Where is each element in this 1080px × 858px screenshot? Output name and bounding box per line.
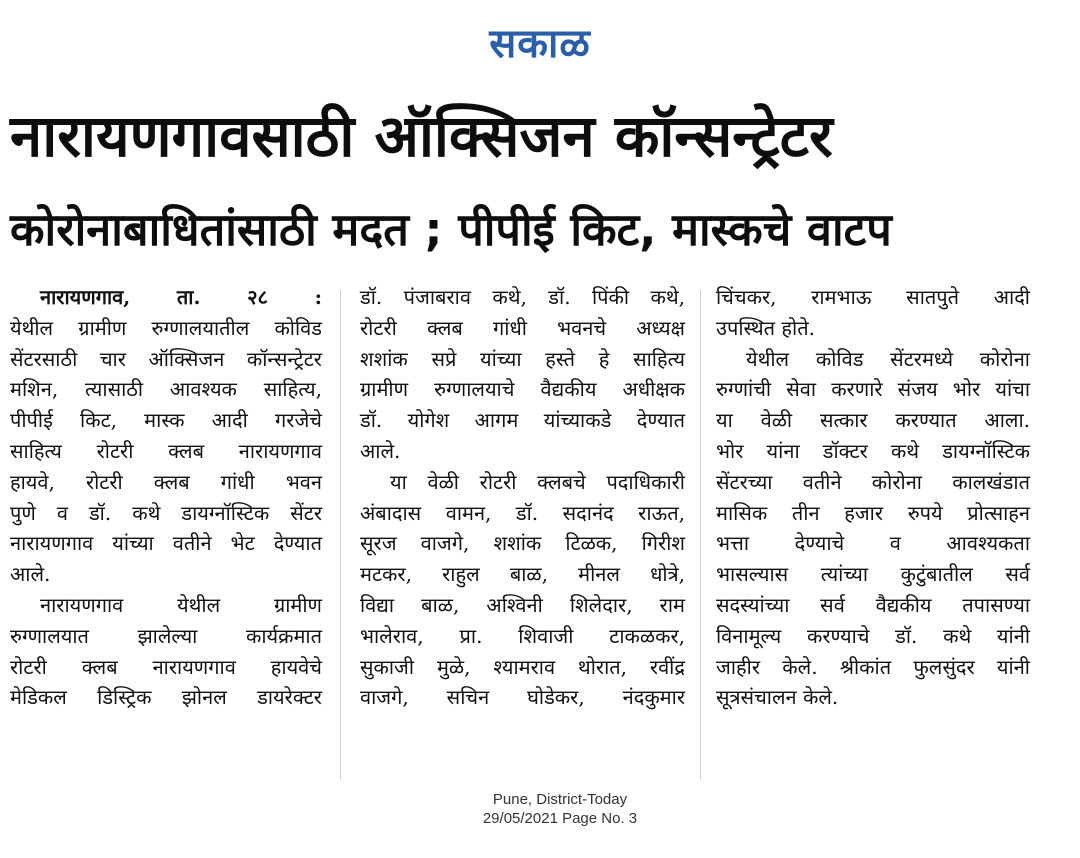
article-line: डॉ. पंजाबराव कथे, डॉ. पिंकी कथे, xyxy=(360,285,685,309)
article-line: पीपीई किट, मास्क आदी गरजेचे xyxy=(10,408,322,433)
article-line: भालेराव, प्रा. शिवाजी टाकळकर, xyxy=(360,623,685,648)
article-column-3 xyxy=(716,282,1030,713)
article-line: सुकाजी मुळे, श्यामराव थोरात, रवींद्र xyxy=(360,654,685,679)
article-line: वाजगे, सचिन घोडेकर, नंदकुमार xyxy=(360,685,685,710)
article-line: जाहीर केले. श्रीकांत फुलसुंदर यांनी xyxy=(716,654,1030,679)
article-line: भासल्यास त्यांच्या कुटुंबातील सर्व xyxy=(716,562,1030,587)
article-subheadline: कोरोनाबाधितांसाठी मदत ; पीपीई किट, मास्कचे वाटप xyxy=(10,203,892,256)
article-line: येथील ग्रामीण रुग्णालयातील कोविड xyxy=(10,315,322,340)
article-line: या वेळी सत्कार करण्यात आला. xyxy=(716,408,1030,433)
article-line: मटकर, राहुल बाळ, मीनल धोत्रे, xyxy=(360,562,685,587)
article-line: भत्ता देण्याचे व आवश्यकता xyxy=(716,531,1030,556)
article-body xyxy=(0,282,1080,782)
article-line: या वेळी रोटरी क्लबचे पदाधिकारी xyxy=(390,469,685,494)
article-column-2 xyxy=(360,282,685,713)
source-footer xyxy=(0,790,1080,828)
article-line: रुग्णालयात झालेल्या कार्यक्रमात xyxy=(10,623,322,648)
article-dateline xyxy=(10,282,322,313)
article-line: सेंटरच्या वतीने कोरोना कालखंडात xyxy=(716,469,1030,494)
article-line: सदस्यांच्या सर्व वैद्यकीय तपासण्या xyxy=(716,592,1030,617)
article-line: आले. xyxy=(10,562,51,587)
article-line: चिंचकर, रामभाऊ सातपुते आदी xyxy=(716,285,1030,309)
newspaper-masthead-logo: सकाळ xyxy=(489,21,591,67)
article-line: रुग्णांची सेवा करणारे संजय भोर यांचा xyxy=(716,377,1030,402)
article-line: शशांक सप्रे यांच्या हस्ते हे साहित्य xyxy=(360,346,685,371)
article-line: रोटरी क्लब गांधी भवनचे अध्यक्ष xyxy=(360,315,685,340)
article-line: साहित्य रोटरी क्लब नारायणगाव xyxy=(10,438,322,463)
source-publication: Pune, District-Today xyxy=(492,791,628,808)
article-line: सूत्रसंचालन केले. xyxy=(716,685,839,710)
article-line: अंबादास वामन, डॉ. सदानंद राऊत, xyxy=(360,500,685,525)
article-line: उपस्थित होते. xyxy=(716,315,815,340)
article-line: पुणे व डॉ. कथे डायग्नॉस्टिक सेंटर xyxy=(10,500,322,525)
article-headline: नारायणगावसाठी ऑक्सिजन कॉन्सन्ट्रेटर xyxy=(10,102,833,170)
dateline-text: नारायणगाव, ता. २८ : xyxy=(40,285,322,309)
article-line: विद्या बाळ, अश्विनी शिलेदार, राम xyxy=(360,592,685,617)
article-line: सूरज वाजगे, शशांक टिळक, गिरीश xyxy=(360,531,685,556)
article-line: रोटरी क्लब नारायणगाव हायवेचे xyxy=(10,654,322,679)
article-line: सेंटरसाठी चार ऑक्सिजन कॉन्सन्ट्रेटर xyxy=(10,346,322,371)
article-line: येथील कोविड सेंटरमध्ये कोरोना xyxy=(746,346,1030,371)
article-line: डॉ. योगेश आगम यांच्याकडे देण्यात xyxy=(360,408,685,433)
article-line: मेडिकल डिस्ट्रिक झोनल डायरेक्टर xyxy=(10,685,322,710)
article-line: नारायणगाव यांच्या वतीने भेट देण्यात xyxy=(10,531,322,556)
article-line: भोर यांना डॉक्टर कथे डायग्नॉस्टिक xyxy=(716,438,1030,463)
article-column-1 xyxy=(10,282,322,713)
article-line: ग्रामीण रुग्णालयाचे वैद्यकीय अधीक्षक xyxy=(360,377,685,402)
article-line: नारायणगाव येथील ग्रामीण xyxy=(40,592,322,617)
article-line: मासिक तीन हजार रुपये प्रोत्साहन xyxy=(716,500,1030,525)
article-line: हायवे, रोटरी क्लब गांधी भवन xyxy=(10,469,322,494)
article-line: मशिन, त्यासाठी आवश्यक साहित्य, xyxy=(10,377,322,402)
source-date-page: 29/05/2021 Page No. 3 xyxy=(482,810,638,827)
article-line: आले. xyxy=(360,438,401,463)
article-line: विनामूल्य करण्याचे डॉ. कथे यांनी xyxy=(716,623,1030,648)
